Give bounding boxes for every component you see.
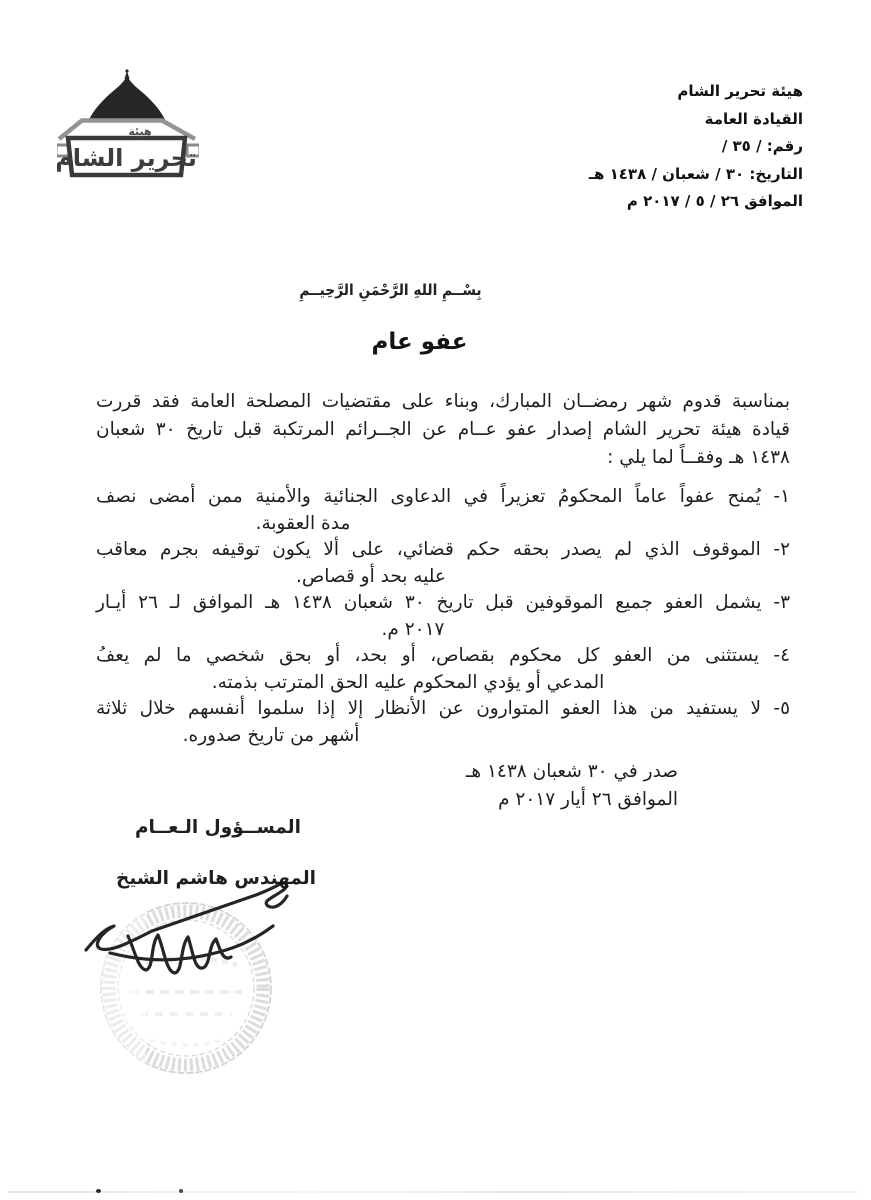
signatory-role: المســؤول الـعــام	[135, 817, 301, 838]
stamp-and-signature	[70, 855, 340, 1105]
clause-line: ٢٠١٧ م.	[381, 618, 445, 640]
letterhead-number-line: رقم: / ٣٥ /	[721, 137, 803, 155]
clause-4	[96, 643, 790, 696]
intro-line: ١٤٣٨ هـ وفقــاً لما يلي :	[607, 447, 790, 468]
letterhead-org-line: هيئة تحرير الشام	[677, 82, 803, 100]
basmala: بِسْــمِ اللهِ الرَّحْمَنِ الرَّحِيــمِ	[299, 281, 482, 299]
letterhead-gregorian-date-line: الموافق ٢٦ / ٥ / ٢٠١٧ م	[626, 192, 803, 210]
clause-1	[96, 484, 790, 537]
clause-line: ٣- يشمل العفو جميع الموقوفين قبل تاريخ ٣٠ شعبان ١٤٣٨ هـ الموافق لـ ٢٦ أيـار	[96, 592, 790, 613]
clause-line: عليه بحد أو قصاص.	[296, 565, 446, 587]
clause-line: أشهر من تاريخ صدوره.	[182, 724, 360, 746]
logo-main-text: تحرير الشام	[57, 144, 197, 172]
intro-line: قيادة هيئة تحرير الشام إصدار عفو عــام عن الجــرائم المرتكبة قبل تاريخ ٣٠ شعبان	[96, 419, 790, 440]
intro-paragraph	[96, 388, 790, 472]
letterhead-command-line: القيادة العامة	[704, 109, 803, 128]
clause-5	[96, 696, 790, 749]
issued-hijri-line: صدر في ٣٠ شعبان ١٤٣٨ هـ	[465, 761, 678, 782]
mosque-dome-logo-graphic	[57, 68, 199, 182]
issue-date-block	[96, 758, 790, 813]
clause-line: ٥- لا يستفيد من هذا العفو المتوارون عن الأنظار إلا إذا سلموا أنفسهم خلال ثلاثة	[96, 698, 790, 719]
official-stamp-icon	[84, 896, 271, 1086]
clause-line: المدعي أو يؤدي المحكوم عليه الحق المترتب بذمته.	[211, 671, 605, 693]
clause-line: ٤- يستثنى من العفو كل محكوم بقصاص، أو بحد، أو بحق شخصي ما لم يعفُ	[96, 645, 790, 666]
document-title: عفو عام	[371, 329, 468, 355]
hts-logo	[57, 68, 199, 182]
clause-3	[96, 590, 790, 643]
scan-artifact-line	[8, 1191, 858, 1193]
scan-artifact-dot	[179, 1189, 183, 1193]
letterhead	[589, 78, 803, 216]
amnesty-clauses	[96, 484, 790, 749]
intro-line: بمناسبة قدوم شهر رمضــان المبارك، وبناء على مقتضيات المصلحة العامة فقد قررت	[96, 391, 790, 412]
letterhead-hijri-date-line: التاريخ: ٣٠ / شعبان / ١٤٣٨ هـ	[588, 164, 803, 183]
signatory-name: المهندس هاشم الشيخ	[116, 868, 317, 889]
clause-line: مدة العقوبة.	[255, 512, 351, 534]
clause-line: ١- يُمنح عفواً عاماً المحكومُ تعزيراً في الدعاوى الجنائية والأمنية ممن أمضى نصف	[96, 486, 790, 507]
clause-2	[96, 537, 790, 590]
logo-small-text: هيئة	[128, 125, 152, 138]
clause-line: ٢- الموقوف الذي لم يصدر بحقه حكم قضائي، على ألا يكون توقيفه بجرم معاقب	[96, 539, 790, 560]
scan-artifact-dot	[96, 1189, 101, 1193]
issued-gregorian-line: الموافق ٢٦ أيار ٢٠١٧ م	[498, 788, 678, 810]
